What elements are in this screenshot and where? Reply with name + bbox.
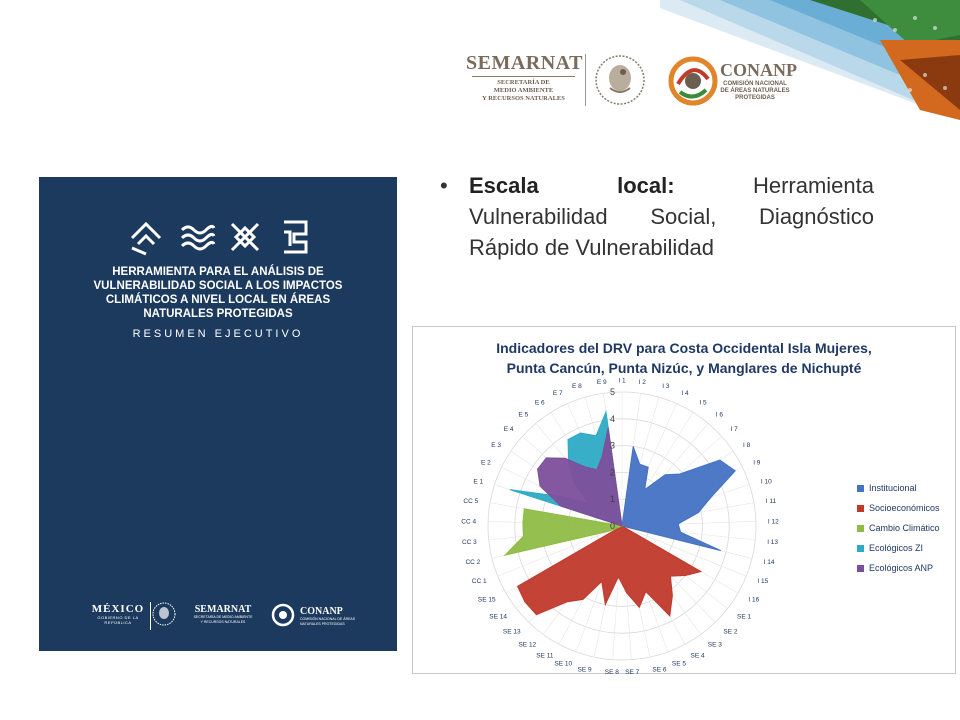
radar-category-label: E 4 — [503, 425, 514, 433]
conanp-logo-text — [720, 60, 797, 105]
cover-semarnat-subtitle: SECRETARÍA DE MEDIO AMBIENTE Y RECURSOS NATURALES — [193, 615, 253, 624]
radar-r-tick-label: 1 — [609, 494, 615, 505]
conanp-subtitle-3: PROTEGIDAS — [735, 95, 775, 101]
conanp-name: CONANP — [720, 60, 797, 80]
legend-label: Socioeconómicos — [869, 503, 940, 513]
legend-item — [857, 558, 957, 578]
legend-label: Ecológicos ZI — [869, 543, 924, 553]
legend-item — [857, 498, 957, 518]
semarnat-subtitle-1: SECRETARÍA DE — [497, 79, 550, 86]
legend-label: Cambio Climático — [869, 523, 940, 533]
bullet-point — [440, 170, 874, 263]
radar-chart — [412, 326, 852, 674]
legend-swatch — [857, 565, 864, 572]
radar-category-label: I 9 — [753, 459, 761, 467]
radar-category-label: SE 10 — [554, 660, 573, 668]
radar-category-label: I 10 — [760, 478, 772, 486]
radar-r-tick-label: 5 — [609, 387, 615, 397]
radar-category-label: I 15 — [757, 578, 769, 586]
bullet-text — [469, 170, 874, 263]
bullet-bold-label: Escala local: — [469, 173, 675, 198]
radar-r-tick-label: 3 — [609, 440, 615, 451]
radar-category-label: E 7 — [552, 390, 563, 398]
radar-category-label: I 4 — [681, 390, 689, 398]
radar-category-label: SE 9 — [577, 666, 592, 674]
legend-swatch — [857, 485, 864, 492]
legend-item — [857, 478, 957, 498]
cover-footer-conanp-logo — [300, 606, 360, 626]
radar-category-label: SE 15 — [477, 596, 496, 604]
radar-category-label: SE 13 — [502, 628, 521, 636]
cover-coat-of-arms-icon — [150, 600, 178, 628]
radar-category-label: CC 3 — [461, 538, 477, 546]
chart-title-line-2: Punta Cancún, Punta Nizúc, y Manglares de Nichupté — [506, 360, 862, 376]
radar-category-label: CC 2 — [465, 558, 481, 566]
conanp-subtitle-1: COMISIÓN NACIONAL — [723, 81, 787, 87]
radar-category-label: I 7 — [730, 425, 738, 433]
radar-category-label: SE 11 — [536, 652, 554, 660]
radar-category-label: SE 6 — [652, 666, 667, 674]
radar-category-label: I 2 — [638, 378, 646, 386]
semarnat-logo — [466, 52, 581, 112]
radar-category-label: I 11 — [765, 498, 777, 506]
legend-item — [857, 538, 957, 558]
radar-category-label: I 14 — [763, 558, 775, 566]
radar-category-label: E 9 — [596, 378, 607, 386]
radar-category-label: SE 14 — [489, 613, 507, 621]
semarnat-subtitle-2: MEDIO AMBIENTE — [493, 87, 554, 94]
radar-category-label: I 12 — [767, 518, 779, 526]
legend-swatch — [857, 545, 864, 552]
chart-title-line-1: Indicadores del DRV para Costa Occidental Isla Mujeres, — [496, 340, 872, 356]
legend-label: Institucional — [869, 483, 917, 493]
radar-category-label: SE 12 — [518, 641, 537, 649]
radar-r-tick-label: 2 — [609, 467, 615, 478]
radar-category-label: SE 2 — [723, 628, 738, 636]
legend-swatch — [857, 505, 864, 512]
radar-category-label: E 2 — [481, 459, 491, 467]
cover-conanp-icon — [270, 602, 296, 628]
radar-category-label: I 16 — [748, 596, 760, 604]
radar-category-label: E 5 — [518, 411, 529, 419]
radar-category-label: I 8 — [743, 441, 751, 449]
semarnat-name: SEMARNAT — [466, 52, 583, 74]
cover-footer-mexico-logo — [88, 603, 148, 625]
radar-category-label: SE 8 — [604, 669, 619, 674]
radar-category-label: I 5 — [699, 399, 707, 407]
radar-category-label: SE 7 — [625, 669, 640, 674]
mexico-name: MÉXICO — [91, 603, 145, 615]
bullet-dot-icon: • — [440, 173, 448, 198]
radar-category-label: E 1 — [473, 478, 484, 486]
bullet-body: Herramienta Vulnerabilidad Social, Diagnóstico Rápido de Vulnerabilidad — [469, 173, 874, 260]
radar-r-tick-label: 4 — [609, 413, 615, 424]
semarnat-subtitle-3: Y RECURSOS NATURALES — [482, 95, 565, 102]
radar-category-label: SE 5 — [671, 660, 686, 668]
conanp-subtitle-2: DE ÁREAS NATURALES — [720, 88, 790, 94]
radar-r-tick-label: 0 — [609, 521, 615, 531]
radar-series-institucional — [622, 446, 735, 550]
conanp-logo-icon — [668, 54, 718, 108]
radar-category-label: SE 3 — [707, 641, 722, 649]
radar-category-label: SE 1 — [737, 613, 752, 621]
cover-conanp-subtitle: COMISIÓN NACIONAL DE ÁREAS NATURALES PROTEGIDAS — [300, 617, 356, 626]
cover-title: HERRAMIENTA PARA EL ANÁLISIS DE VULNERABILIDAD SOCIAL A LOS IMPACTOS CLIMÁTICOS A NIVEL LOCAL EN ÁREAS NATURALES PROTEGIDAS — [93, 266, 343, 320]
legend-swatch — [857, 525, 864, 532]
radar-category-label: CC 4 — [461, 518, 477, 526]
radar-category-label: E 8 — [572, 383, 582, 391]
radar-category-label: CC 5 — [463, 498, 479, 506]
mexico-subtitle: GOBIERNO DE LA REPÚBLICA — [97, 615, 139, 625]
legend-label: Ecológicos ANP — [869, 563, 934, 573]
legend-item — [857, 518, 957, 538]
radar-category-label: I 13 — [767, 538, 779, 546]
logo-divider — [585, 54, 586, 106]
radar-category-label: I 1 — [618, 377, 626, 385]
cover-pattern-icons — [128, 218, 312, 256]
radar-category-label: SE 4 — [690, 652, 705, 660]
radar-category-label: E 3 — [491, 441, 501, 449]
radar-category-label: I 6 — [715, 411, 724, 419]
cover-footer-semarnat-logo — [193, 604, 253, 624]
cover-subtitle: RESUMEN EJECUTIVO — [132, 328, 304, 340]
radar-category-label: E 6 — [534, 399, 545, 407]
cover-conanp-name: CONANP — [300, 606, 343, 617]
chart-legend — [857, 478, 957, 578]
cover-semarnat-name: SEMARNAT — [194, 604, 252, 615]
radar-category-label: I 3 — [662, 383, 670, 391]
mexico-coat-of-arms-icon — [590, 52, 650, 108]
radar-category-label: CC 1 — [471, 578, 487, 586]
